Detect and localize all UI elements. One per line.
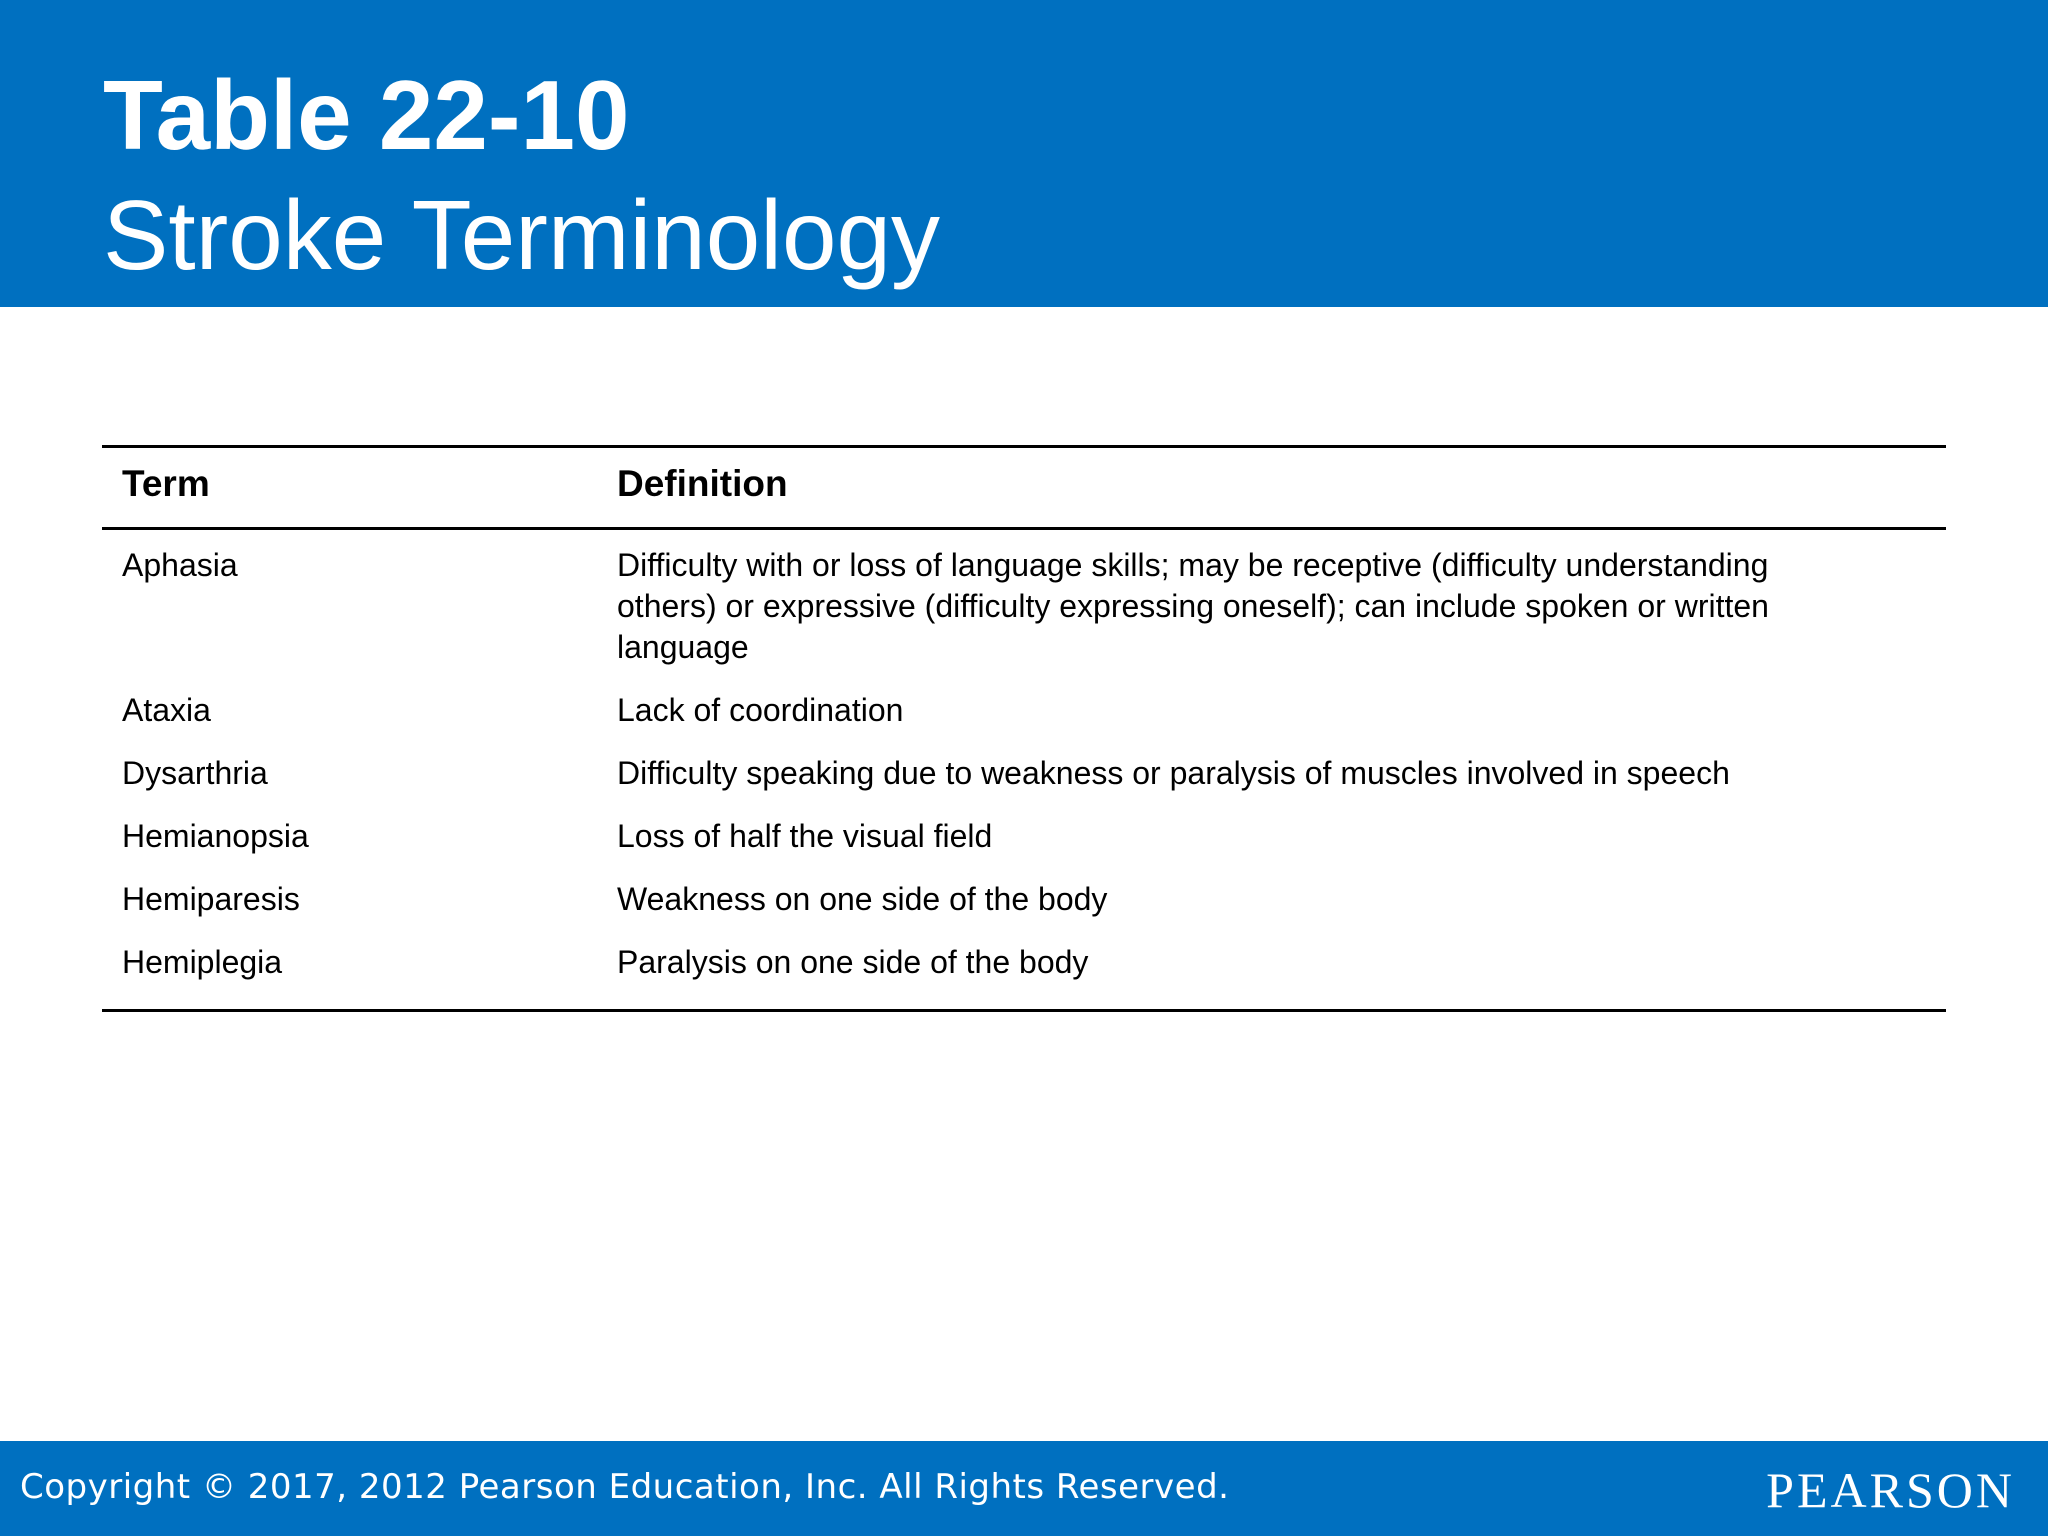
table-row (102, 930, 1946, 1011)
table-number-title: Table 22-10 (103, 60, 630, 170)
term-cell: Dysarthria (122, 755, 268, 791)
table-row (102, 678, 1946, 741)
footer-bar (0, 1441, 2048, 1536)
table-row (102, 804, 1946, 867)
table-row (102, 529, 1946, 679)
definition-cell: Loss of half the visual field (617, 818, 993, 854)
term-cell: Hemianopsia (122, 818, 309, 854)
pearson-logo: PEARSON (1766, 1462, 2015, 1518)
copyright-notice: Copyright © 2017, 2012 Pearson Education, Inc. All Rights Reserved. (20, 1467, 1230, 1507)
term-cell: Hemiparesis (122, 881, 300, 917)
definition-cell: Paralysis on one side of the body (617, 944, 1089, 980)
terminology-table-container (102, 445, 1946, 1012)
table-row (102, 741, 1946, 804)
term-cell: Ataxia (122, 692, 211, 728)
term-cell: Hemiplegia (122, 944, 283, 980)
definition-cell: Difficulty with or loss of language skills; may be receptive (difficulty understanding others) or expressive (difficulty expressing oneself); can include spoken or written language (617, 547, 1769, 665)
definition-cell: Lack of coordination (617, 692, 904, 728)
table-subtitle: Stroke Terminology (103, 180, 941, 290)
term-cell: Aphasia (122, 547, 238, 583)
terminology-table (102, 445, 1946, 1012)
table-row (102, 867, 1946, 930)
definition-cell: Weakness on one side of the body (617, 881, 1108, 917)
title-banner (0, 0, 2048, 307)
column-header-term: Term (122, 463, 210, 504)
definition-cell: Difficulty speaking due to weakness or paralysis of muscles involved in speech (617, 755, 1730, 791)
table-header-row (102, 447, 1946, 529)
column-header-definition: Definition (617, 463, 788, 504)
